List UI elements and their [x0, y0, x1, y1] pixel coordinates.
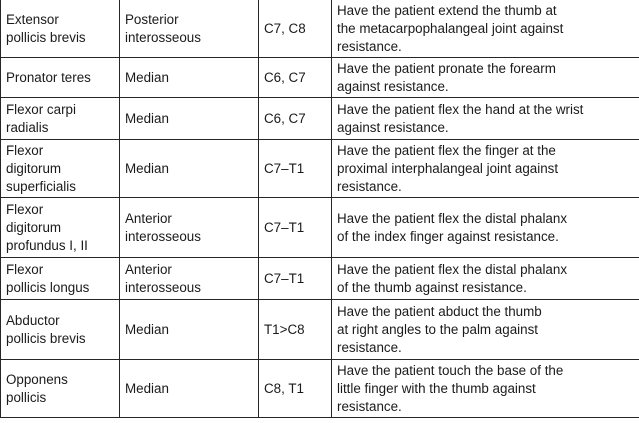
muscle-cell: Extensor pollicis brevis — [1, 0, 120, 58]
table-row — [1, 198, 639, 258]
table-row — [1, 98, 639, 140]
nerve-root-cell: C6, C7 — [259, 98, 332, 140]
nerve-cell: Median — [120, 360, 259, 418]
test-instruction-cell: Have the patient abduct the thumb at right angles to the palm against resistance. — [332, 300, 639, 360]
muscle-cell: Opponens pollicis — [1, 360, 120, 418]
test-instruction-cell: Have the patient flex the distal phalanx of the thumb against resistance. — [332, 258, 639, 300]
table-row — [1, 58, 639, 98]
test-instruction-cell: Have the patient flex the hand at the wrist against resistance. — [332, 98, 639, 140]
test-instruction-cell: Have the patient touch the base of the little finger with the thumb against resistance. — [332, 360, 639, 418]
nerve-cell: Anterior interosseous — [120, 198, 259, 258]
table-row — [1, 140, 639, 198]
table-row — [1, 300, 639, 360]
nerve-cell: Median — [120, 300, 259, 360]
test-instruction-cell: Have the patient pronate the forearm against resistance. — [332, 58, 639, 98]
nerve-root-cell: C7–T1 — [259, 198, 332, 258]
nerve-cell: Median — [120, 98, 259, 140]
table-row — [1, 0, 639, 58]
nerve-root-cell: C8, T1 — [259, 360, 332, 418]
muscle-cell: Flexor digitorum superficialis — [1, 140, 120, 198]
nerve-cell: Anterior interosseous — [120, 258, 259, 300]
nerve-cell: Median — [120, 58, 259, 98]
nerve-root-cell: C7–T1 — [259, 258, 332, 300]
muscle-cell: Flexor carpi radialis — [1, 98, 120, 140]
nerve-root-cell: C7–T1 — [259, 140, 332, 198]
nerve-root-cell: C7, C8 — [259, 0, 332, 58]
nerve-root-cell: T1>C8 — [259, 300, 332, 360]
test-instruction-cell: Have the patient flex the distal phalanx of the index finger against resistance. — [332, 198, 639, 258]
nerve-cell: Median — [120, 140, 259, 198]
table-row — [1, 258, 639, 300]
muscle-cell: Pronator teres — [1, 58, 120, 98]
nerve-root-cell: C6, C7 — [259, 58, 332, 98]
muscle-cell: Abductor pollicis brevis — [1, 300, 120, 360]
test-instruction-cell: Have the patient flex the finger at the proximal interphalangeal joint against resistance. — [332, 140, 639, 198]
muscle-cell: Flexor pollicis longus — [1, 258, 120, 300]
test-instruction-cell: Have the patient extend the thumb at the metacarpophalangeal joint against resistance. — [332, 0, 639, 58]
muscle-cell: Flexor digitorum profundus I, II — [1, 198, 120, 258]
table-row — [1, 360, 639, 418]
nerve-cell: Posterior interosseous — [120, 0, 259, 58]
